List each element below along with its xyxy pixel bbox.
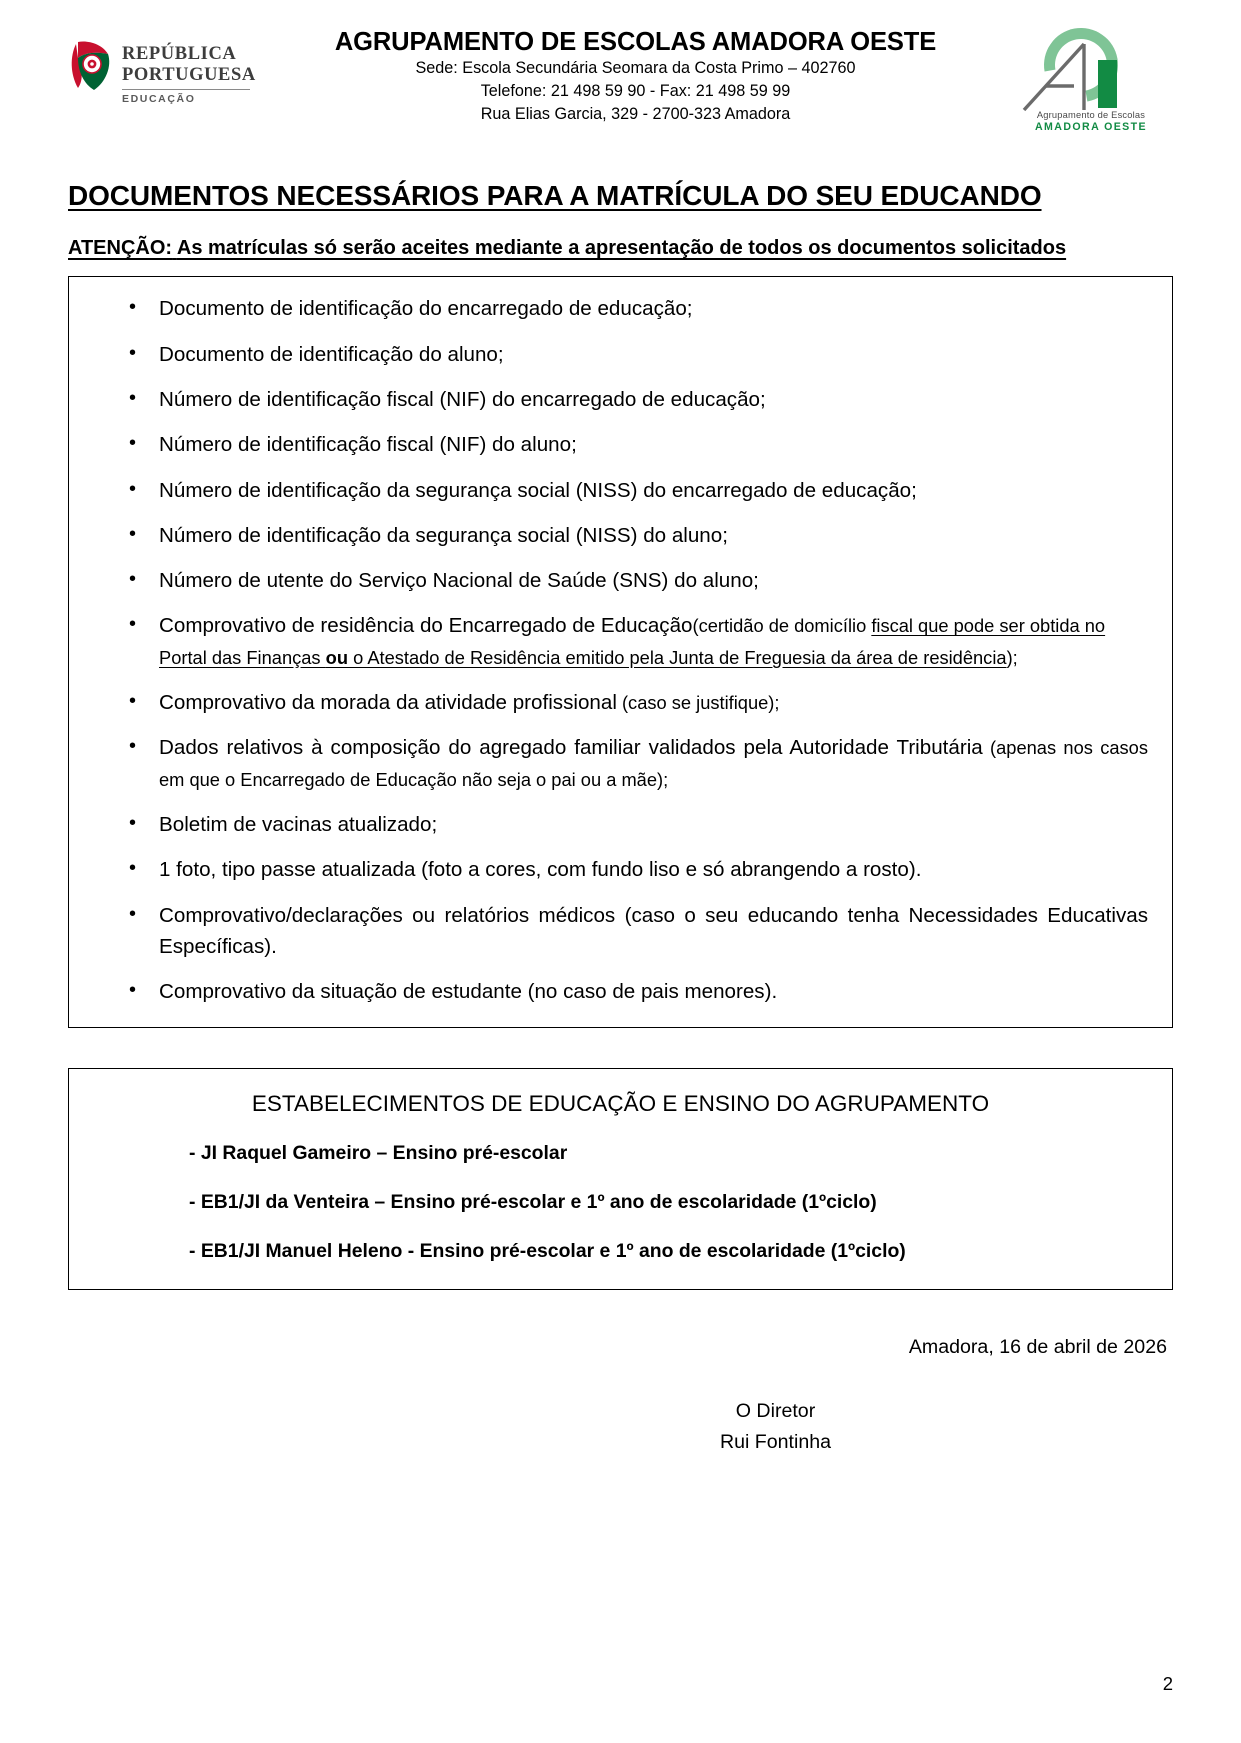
requirement-text: Boletim de vacinas atualizado;	[159, 812, 438, 836]
list-item	[87, 565, 1154, 596]
place-and-date: Amadora, 16 de abril de 2026	[908, 1336, 1167, 1359]
school-address-line-1: Sede: Escola Secundária Seomara da Costa Primo – 402760	[415, 58, 856, 77]
requirement-text: 1 foto, tipo passe atualizada (foto a cores, com fundo liso e só abrangendo a rosto).	[159, 858, 922, 882]
list-item-residence	[87, 610, 1154, 673]
residence-paren-open: (certidão de domicílio	[692, 615, 872, 637]
list-item	[87, 520, 1154, 551]
residence-bold-ou: ou	[325, 646, 348, 668]
requirement-text: Número de identificação fiscal (NIF) do aluno;	[159, 433, 577, 457]
list-item: - EB1/JI Manuel Heleno - Ensino pré-escolar e 1º ano de escolaridade (1ºciclo)	[189, 1239, 906, 1262]
page-title: DOCUMENTOS NECESSÁRIOS PARA A MATRÍCULA DO SEU EDUCANDO	[68, 180, 1042, 211]
agrupamento-logo	[1003, 22, 1173, 134]
required-documents-list	[87, 293, 1154, 1007]
household-main: Dados relativos à composição do agregado familiar validados pela Autoridade Tributária	[159, 736, 983, 760]
list-item	[87, 976, 1154, 1007]
residence-paren-close: );	[1006, 646, 1018, 668]
republica-line3: EDUCAÇÃO	[122, 93, 196, 106]
establishments-box	[68, 1068, 1173, 1290]
list-item	[87, 339, 1154, 370]
work-address-note: (caso se justifique);	[616, 692, 780, 714]
requirement-text: Número de utente do Serviço Nacional de Saúde (SNS) do aluno;	[159, 569, 759, 593]
logo-letter-a-icon	[1022, 42, 1106, 112]
school-phone-fax: Telefone: 21 498 59 90 - Fax: 21 498 59 99	[480, 81, 791, 100]
page-footer	[68, 1332, 1173, 1457]
republica-divider	[122, 89, 250, 90]
page-header	[68, 22, 1173, 142]
requirement-text: Comprovativo da situação de estudante (no caso de pais menores).	[159, 980, 778, 1004]
requirement-text: Número de identificação fiscal (NIF) do encarregado de educação;	[159, 387, 766, 411]
list-item	[87, 854, 1154, 885]
attention-text: As matrículas só serão aceites mediante a apresentação de todos os documentos solicitados	[176, 237, 1067, 259]
republica-line1: REPÚBLICA	[122, 44, 237, 64]
list-item-work-address	[87, 687, 1154, 718]
attention-notice	[68, 232, 1173, 264]
required-documents-box	[68, 276, 1173, 1028]
list-item	[87, 809, 1154, 840]
list-item	[87, 384, 1154, 415]
republica-line2: PORTUGUESA	[122, 64, 256, 85]
requirement-text: Documento de identificação do encarregado de educação;	[159, 297, 693, 321]
signature-block	[68, 1396, 1173, 1457]
requirement-text: Número de identificação da segurança social (NISS) do encarregado de educação;	[159, 478, 917, 502]
requirement-text: Número de identificação da segurança social (NISS) do aluno;	[159, 523, 728, 547]
establishments-list	[89, 1139, 1152, 1265]
residence-main-text: Comprovativo de residência do Encarregado de Educação	[159, 614, 693, 638]
signer-role: O Diretor	[735, 1400, 816, 1423]
logo-top-text: Agrupamento de Escolas	[1036, 110, 1146, 120]
list-item	[87, 900, 1154, 963]
residence-underlined-a: fiscal que pode ser obtida no Portal das Finanças	[159, 615, 1106, 668]
attention-label: ATENÇÃO:	[68, 237, 173, 259]
logo-green-bar-icon	[1098, 60, 1117, 108]
list-item	[87, 475, 1154, 506]
list-item: - EB1/JI da Venteira – Ensino pré-escolar e 1º ano de escolaridade (1ºciclo)	[189, 1190, 877, 1213]
residence-underlined-b: o Atestado de Residência emitido pela Junta de Freguesia da área de residência	[348, 646, 1007, 668]
household-note: (apenas nos casos em que o Encarregado de Educação não seja o pai ou a mãe);	[159, 737, 1148, 790]
republica-logo-text	[122, 40, 256, 105]
school-header-text	[268, 22, 1003, 126]
requirement-text: Comprovativo/declarações ou relatórios médicos (caso o seu educando tenha Necessidades Educativas Específicas).	[159, 903, 1148, 958]
requirement-text: Documento de identificação do aluno;	[159, 342, 504, 366]
school-street-address: Rua Elias Garcia, 329 - 2700-323 Amadora	[480, 104, 791, 123]
page-number: 2	[1162, 1673, 1173, 1694]
school-name: AGRUPAMENTO DE ESCOLAS AMADORA OESTE	[334, 28, 937, 56]
signer-name: Rui Fontinha	[719, 1430, 832, 1453]
list-item: - JI Raquel Gameiro – Ensino pré-escolar	[189, 1141, 568, 1164]
portugal-shield-icon	[68, 40, 114, 94]
republica-portuguesa-logo	[68, 22, 268, 105]
logo-bottom-text: AMADORA OESTE	[1035, 121, 1147, 133]
establishments-title: ESTABELECIMENTOS DE EDUCAÇÃO E ENSINO DO AGRUPAMENTO	[251, 1091, 990, 1117]
work-address-main: Comprovativo da morada da atividade profissional	[159, 691, 617, 715]
list-item-household	[87, 732, 1154, 795]
list-item	[87, 293, 1154, 324]
list-item	[87, 429, 1154, 460]
